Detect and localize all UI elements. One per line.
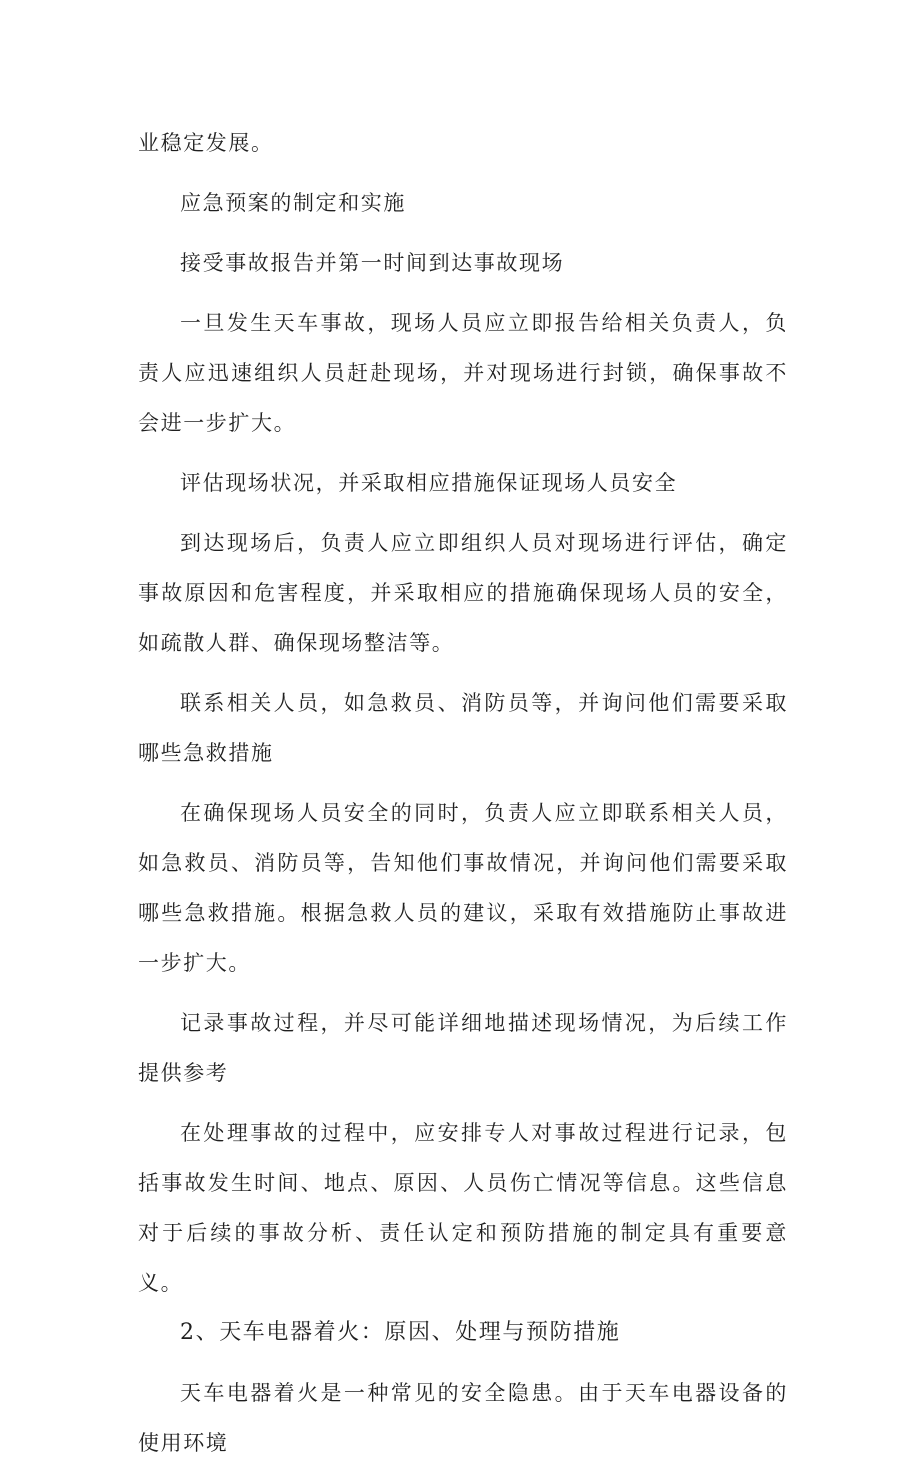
subheading-contact-personnel: 联系相关人员，如急救员、消防员等，并询问他们需要采取哪些急救措施 [138, 691, 788, 765]
subheading-emergency-plan: 应急预案的制定和实施 [180, 191, 406, 215]
section-heading: 2、天车电器着火：原因、处理与预防措施 [180, 1320, 621, 1345]
document-body [138, 118, 788, 1468]
subheading-assess-site: 评估现场状况，并采取相应措施保证现场人员安全 [180, 471, 678, 495]
paragraph-assess-site: 到达现场后，负责人应立即组织人员对现场进行评估，确定事故原因和危害程度，并采取相应的措施确保现场人员的安全，如疏散人群、确保现场整洁等。 [138, 531, 788, 655]
paragraph-electrical-fire: 天车电器着火是一种常见的安全隐患。由于天车电器设备的使用环境 [138, 1381, 788, 1455]
subheading-record-process: 记录事故过程，并尽可能详细地描述现场情况，为后续工作提供参考 [138, 1011, 788, 1085]
paragraph-record-process: 在处理事故的过程中，应安排专人对事故过程进行记录，包括事故发生时间、地点、原因、人员伤亡情况等信息。这些信息对于后续的事故分析、责任认定和预防措施的制定具有重要意义。 [138, 1121, 788, 1295]
subheading-receive-report: 接受事故报告并第一时间到达事故现场 [180, 251, 565, 275]
paragraph-contact-personnel: 在确保现场人员安全的同时，负责人应立即联系相关人员，如急救员、消防员等，告知他们事故情况，并询问他们需要采取哪些急救措施。根据急救人员的建议，采取有效措施防止事故进一步扩大。 [138, 801, 788, 975]
paragraph-receive-report: 一旦发生天车事故，现场人员应立即报告给相关负责人，负责人应迅速组织人员赶赴现场，并对现场进行封锁，确保事故不会进一步扩大。 [138, 311, 788, 435]
paragraph-continuation: 业稳定发展。 [138, 131, 274, 155]
